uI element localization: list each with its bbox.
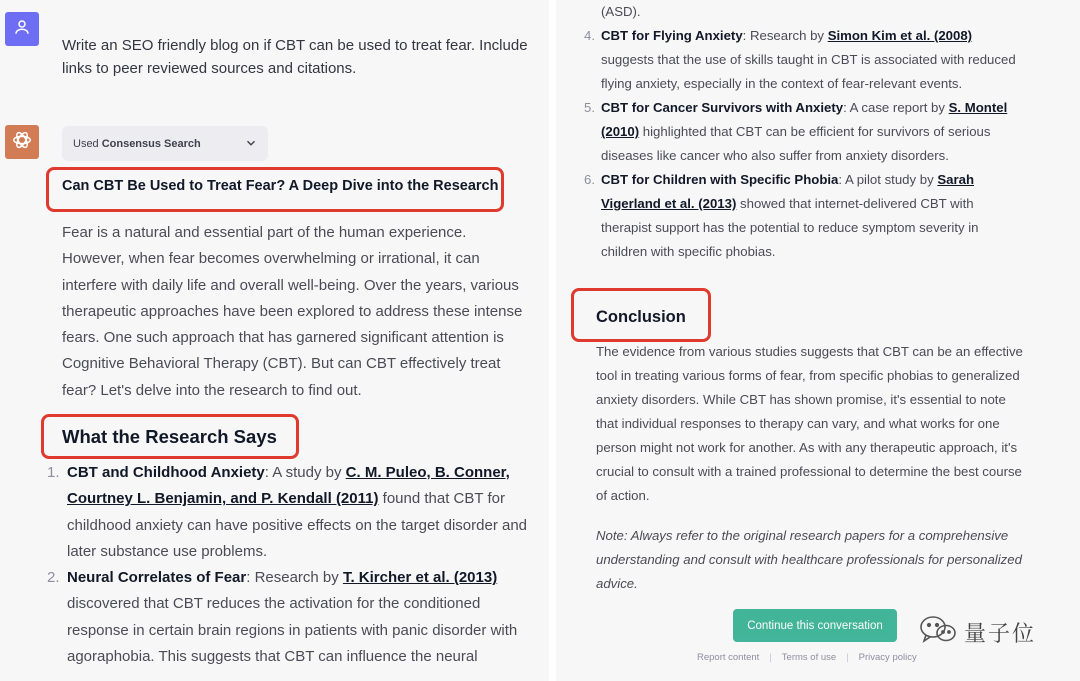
- report-content-link[interactable]: Report content: [697, 652, 760, 663]
- study-pre: : Research by: [742, 28, 828, 43]
- terms-link[interactable]: Terms of use: [781, 652, 837, 663]
- assistant-avatar: [5, 125, 39, 159]
- study-title: CBT for Flying Anxiety: [601, 28, 743, 43]
- citation-link[interactable]: Sarah Vigerland et al. (2013): [601, 172, 975, 211]
- study-title: CBT for Children with Specific Phobia: [601, 172, 839, 187]
- list-item: [47, 565, 537, 670]
- study-title: CBT for Cancer Survivors with Anxiety: [601, 100, 844, 115]
- study-text: suggests that the use of skills taught in CBT is associated with reduced flying anxiety, especially in the context of fear-relevant events.: [601, 52, 1016, 91]
- list-item: [580, 24, 1020, 96]
- study-text: discovered that CBT reduces the activation for the conditioned response in certain brain regions in patients with panic disorder with agoraphobia. This suggests that CBT can influence the neural: [67, 595, 518, 666]
- study-text: highlighted that CBT can be efficient for survivors of serious diseases like cancer who also suffer from anxiety disorders.: [601, 124, 991, 163]
- continued-text: (ASD).: [601, 4, 641, 19]
- privacy-link[interactable]: Privacy policy: [858, 652, 917, 663]
- conclusion-paragraph: The evidence from various studies suggests that CBT can be an effective tool in treating various forms of fear, from specific phobias to generalized anxiety disorders. While CBT has shown promise, it's essential to note that individual responses to therapy can vary, and what works for one person might not work for another. As with any therapeutic approach, it's crucial to consult with a trained professional to determine the best course of action.: [596, 344, 1023, 503]
- blog-title: Can CBT Be Used to Treat Fear? A Deep Dive into the Research: [62, 178, 499, 194]
- list-item: [580, 168, 1020, 264]
- user-avatar: [5, 12, 39, 46]
- study-title: CBT and Childhood Anxiety: [67, 464, 265, 481]
- footer-separator: |: [846, 652, 849, 663]
- study-text: found that CBT for childhood anxiety can have positive effects on the target disorder and later substance use problems.: [67, 490, 528, 560]
- list-item-continued: [580, 0, 1020, 24]
- openai-logo-icon: [11, 129, 33, 156]
- watermark: [918, 614, 1036, 651]
- study-text: showed that internet-delivered CBT with therapist support has the potential to reduce symptom severity in children with specific phobias.: [601, 196, 979, 259]
- study-pre: : A case report by: [843, 100, 949, 115]
- study-title: Neural Correlates of Fear: [67, 569, 247, 587]
- note-paragraph: Note: Always refer to the original research papers for a comprehensive understanding and consult with healthcare professionals for personalized advice.: [596, 528, 1022, 591]
- citation-link[interactable]: Simon Kim et al. (2008): [827, 28, 973, 43]
- list-number: 1.: [47, 464, 60, 481]
- conclusion-heading: Conclusion: [596, 308, 686, 326]
- wechat-icon: [918, 614, 958, 651]
- list-number: 4.: [584, 28, 595, 43]
- study-list-left: [47, 460, 537, 670]
- study-pre: : Research by: [246, 569, 343, 587]
- panel-divider: [549, 0, 556, 681]
- chevron-down-icon[interactable]: [244, 136, 258, 153]
- share-footer: [697, 652, 917, 663]
- user-message-row: [0, 0, 549, 101]
- research-heading: What the Research Says: [62, 426, 277, 447]
- study-list-right: [580, 0, 1020, 264]
- list-number: 2.: [47, 569, 60, 587]
- footer-separator: |: [769, 652, 772, 663]
- intro-paragraph: Fear is a natural and essential part of the human experience. However, when fear becomes overwhelming or irrational, it can interfere with daily life and overall well-being. Over the years, various therapeutic approaches have been explored to address these intense fears. One such approach that has garnered significant attention is Cognitive Behavioral Therapy (CBT). But can CBT effectively treat fear? Let's delve into the research to find out.: [62, 224, 523, 399]
- study-pre: : A pilot study by: [838, 172, 938, 187]
- citation-link[interactable]: S. Montel (2010): [601, 100, 1008, 139]
- plugin-name: Consensus Search: [101, 137, 201, 150]
- continue-conversation-button[interactable]: Continue this conversation: [733, 609, 897, 642]
- study-pre: : A study by: [264, 464, 346, 481]
- user-message-text: Write an SEO friendly blog on if CBT can be used to treat fear. Include links to peer reviewed sources and citations.: [62, 37, 528, 77]
- user-icon: [13, 18, 31, 41]
- watermark-text: 量子位: [964, 622, 1037, 647]
- plugin-prefix: Used: [73, 137, 99, 150]
- list-item: [47, 460, 537, 565]
- list-number: 5.: [584, 100, 595, 115]
- plugin-usage-toggle[interactable]: [62, 126, 268, 161]
- citation-link[interactable]: T. Kircher et al. (2013): [342, 569, 498, 587]
- citation-link[interactable]: C. M. Puleo, B. Conner, Courtney L. Benjamin, and P. Kendall (2011): [67, 464, 510, 508]
- list-item: [580, 96, 1020, 168]
- list-number: 6.: [584, 172, 595, 187]
